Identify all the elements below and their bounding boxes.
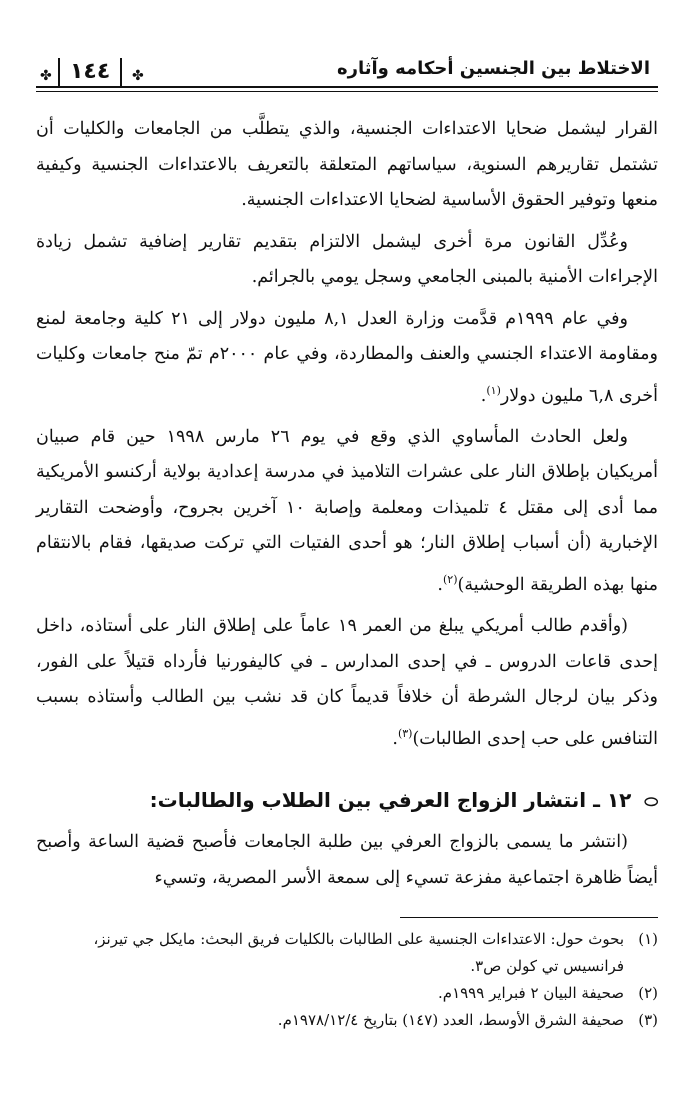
- body-text: [36, 112, 658, 763]
- footnotes: [36, 926, 658, 1034]
- footnote-ref: (١): [486, 383, 501, 397]
- footnote: [36, 980, 658, 1007]
- ornament-icon: ✤: [40, 68, 52, 84]
- section-heading-text: ١٢ ـ انتشار الزواج العرفي بين الطلاب والطالبات:: [149, 788, 632, 812]
- bullet-icon: ⬭: [644, 792, 658, 811]
- body-text-continued: [36, 824, 658, 896]
- header-rule: [36, 86, 658, 88]
- header-rule: [36, 91, 658, 92]
- paragraph: ولعل الحادث المأساوي الذي وقع في يوم ٢٦ مارس ١٩٩٨ حين قام صبيان أمريكيان بإطلاق النار على عشرات التلاميذ في مدرسة إعدادية بولاية أركنسو الأمريكية مما أدى إلى مقتل ٤ تلميذات ومعلمة وإصابة ١٠ آخرين بجروح، وأوضحت التقارير الإخبارية (أن أسباب إطلاق النار؛ هو أحدى الفتيات التي تركت صديقها، فقام بالانتقام منها بهذه الطريقة الوحشية)$^{(٢)}$.: [36, 426, 659, 595]
- ornament-icon: ✤: [132, 68, 144, 84]
- section-heading: [36, 782, 658, 820]
- footnote: [36, 926, 658, 980]
- footnote-text: بحوث حول: الاعتداءات الجنسية على الطالبات بالكليات فريق البحث: مايكل جي تيرنز، فرانسيس تي كولن ص٣.: [93, 930, 624, 975]
- paragraph: وفي عام ١٩٩٩م قدَّمت وزارة العدل ٨,١ مليون دولار إلى ٢١ كلية وجامعة لمنع ومقاومة الاعتداء الجنسي والعنف والمطاردة، وفي عام ٢٠٠٠م تمّ منح جامعات وكليات أخرى ٦,٨ مليون دولار$^{(١)}$.: [36, 308, 658, 406]
- footnote-text: صحيفة البيان ٢ فبراير ١٩٩٩م.: [438, 984, 624, 1002]
- footnote-number: (٣): [638, 1011, 658, 1029]
- footnote-number: (٢): [638, 984, 658, 1002]
- footnote-ref: (٣): [397, 726, 413, 740]
- page-header: [36, 50, 658, 94]
- paragraph: وعُدِّل القانون مرة أخرى ليشمل الالتزام بتقديم تقارير إضافية تشمل زيادة الإجراءات الأمنية بالمبنى الجامعي وسجل يومي بالجرائم.: [36, 231, 658, 287]
- footnote-rule: [400, 917, 658, 918]
- footnote-text: صحيفة الشرق الأوسط، العدد (١٤٧) بتاريخ ١٩٧٨/١٢/٤م.: [277, 1011, 624, 1029]
- footnote-number: (١): [638, 930, 658, 948]
- page-number-box: [36, 54, 146, 88]
- running-title: الاختلاط بين الجنسين أحكامه وآثاره: [336, 58, 650, 79]
- footnote: [36, 1007, 658, 1034]
- paragraph: (وأقدم طالب أمريكي يبلغ من العمر ١٩ عاماً على إطلاق النار على أستاذه، داخل إحدى قاعات الدروس ـ في إحدى المدارس ـ في كاليفورنيا فأرداه قتيلاً على الفور، وذكر بيان لرجال الشرطة أن خلافاً قديماً كان قد نشب بين الطالب وأستاذه بسبب التنافس على حب إحدى الطالبات)$^{(٣)}$.: [36, 616, 658, 749]
- paragraph: القرار ليشمل ضحايا الاعتداءات الجنسية، والذي يتطلَّب من الجامعات والكليات أن تشتمل تقاريرهم السنوية، سياساتهم المتعلقة بالتعريف بالاعتداءات الجنسية وكيفية منعها وتوفير الحقوق الأساسية لضحايا الاعتداءات الجنسية.: [36, 119, 658, 210]
- paragraph: (انتشر ما يسمى بالزواج العرفي بين طلبة الجامعات فأصبح قضية الساعة وأصبح أيضاً ظاهرة اجتماعية مفزعة تسيء إلى سمعة الأسر المصرية، وتسيء: [36, 832, 658, 888]
- page-number: ١٤٤: [58, 58, 122, 88]
- footnote-ref: (٢): [442, 572, 458, 586]
